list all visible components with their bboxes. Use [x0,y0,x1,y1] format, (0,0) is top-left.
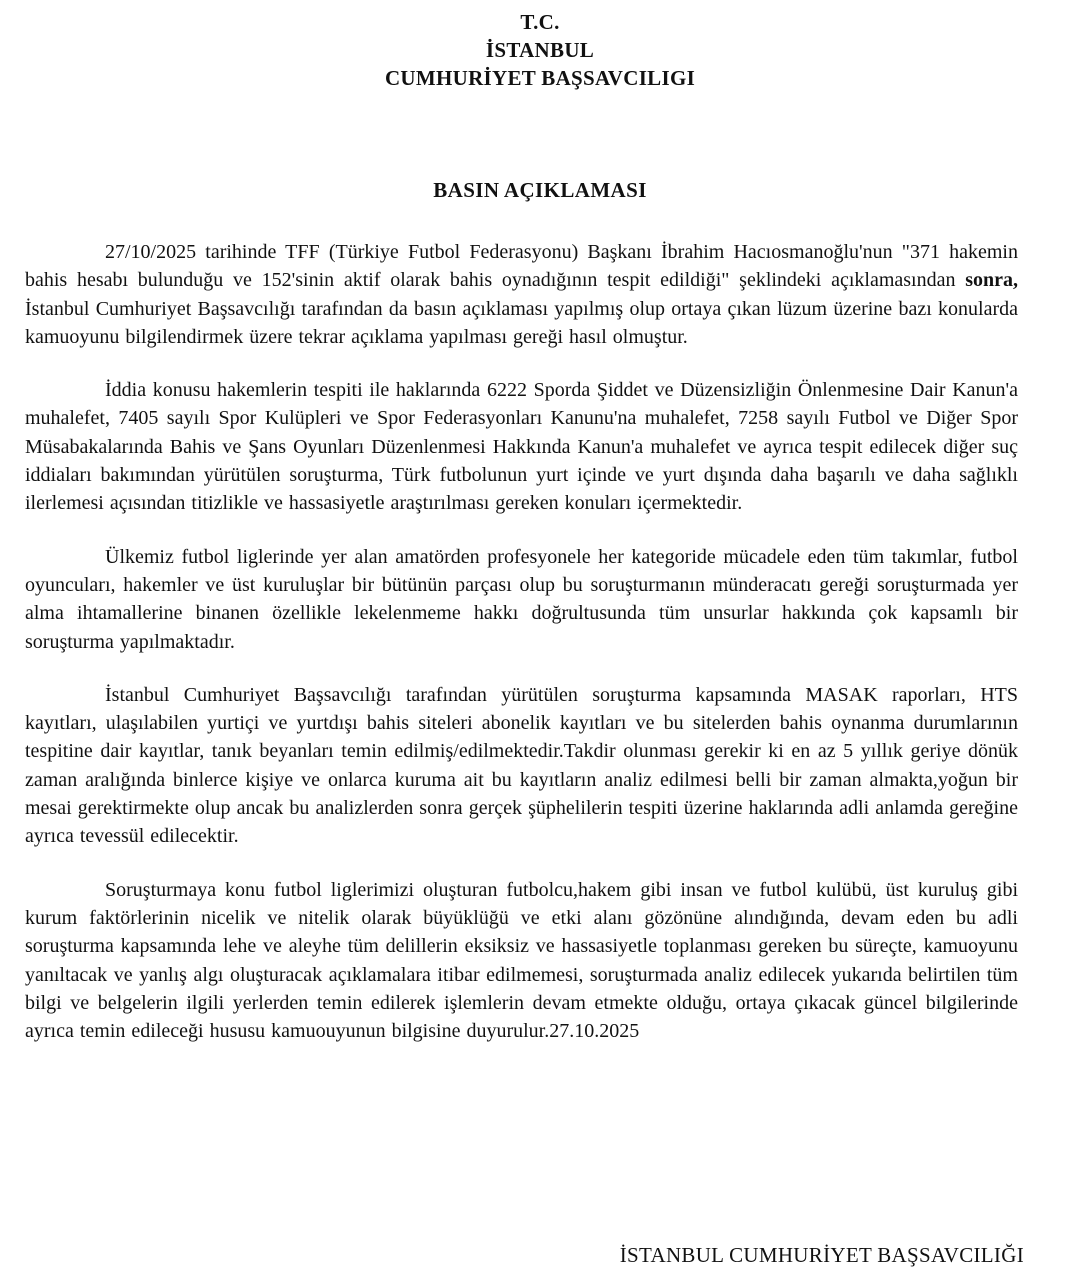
paragraph-announcement-after-bold: İstanbul Cumhuriyet Başsavcılığı tarafından da basın açıklaması yapılmış olup ortaya çıkan lüzum üzerine bazı konularda kamuoyunu bilgilendirmek üzere tekrar açıklama yapılması gereği hasıl olmuştur. [25,297,1018,348]
paragraph-evidence-collection: İstanbul Cumhuriyet Başsavcılığı tarafından yürütülen soruşturma kapsamında MASAK raporları, HTS kayıtları, ulaşılabilen yurtiçi ve yurtdışı bahis siteleri abonelik kayıtları ve bu sitelerden bahis oynanma durumlarının tespitine dair kayıtlar, tanık beyanları temin edilmiş/edilmektedir.Takdir olunması gerekir ki en az 5 yıllık geriye dönük zaman aralığında binlerce kişiye ve onlarca kuruma ait bu kayıtların analiz edilmesi belli bir zaman almakta,yoğun bir mesai gerektirmekte olup ancak bu analizlerden sonra gerçek şüphelilerin tespiti üzerine haklarında adli anlamda gereğine ayrıca tevessül edilecektir. [25,683,1018,848]
signature-text: İSTANBUL CUMHURİYET BAŞSAVCILIĞI [619,1243,1024,1267]
header-city: İSTANBUL [485,38,595,62]
paragraph-investigation-laws: İddia konusu hakemlerin tespiti ile haklarında 6222 Sporda Şiddet ve Düzensizliğin Önlenmesine Dair Kanun'a muhalefet, 7405 sayılı Spor Kulüpleri ve Spor Federasyonları Kanunu'na muhalefet, 7258 sayılı Futbol ve Diğer Spor Müsabakalarında Bahis ve Şans Oyunları Düzenlenmesi Hakkında Kanun'a muhalefet ve ayrıca tespit edilecek diğer suç iddiaları bakımından yürütülen soruşturma, Türk futbolunun yurt içinde ve yurt dışında daha başarılı ve daha sağlıklı ilerlemesi açısından titizlikle ve hassasiyetle araştırılması gereken konuları içermektedir. [25,379,1018,515]
paragraph-public-notice: Soruşturmaya konu futbol liglerimizi oluşturan futbolcu,hakem gibi insan ve futbol kulübü, üst kuruluş gibi kurum faktörlerinin nicelik ve nitelik olarak büyüklüğü ve etki alanı gözönüne alındığında, devam eden bu adli soruşturma kapsamında lehe ve aleyhe tüm delillerin eksiksiz ve hassasiyetle toplanması gereken bu süreçte, kamuoyunu yanıltacak ve yanlış algı oluşturacak açıklamalara itibar edilmemesi, soruşturmada analiz edilecek yukarıda belirtilen tüm bilgi ve belgelerin ilgili yerlerden temin edilerek işlemlerin devam etmekte olduğu, ortaya çıkacak güncel bilgilerinde ayrıca temin edileceği hususu kamuouyunun bilgisine duyurulur.27.10.2025 [25,878,1018,1043]
paragraph-announcement-before-bold: 27/10/2025 tarihinde TFF (Türkiye Futbol Federasyonu) Başkanı İbrahim Hacıosmanoğlu'nun "371 hakemin bahis hesabı bulunduğu ve 152'sinin aktif olarak bahis oynadığının tespit edildiği" şeklindeki açıklamasından [25,241,1018,292]
document-title: BASIN AÇIKLAMASI [433,178,647,202]
signature-block [620,1243,1024,1268]
document-header [0,0,1080,92]
document-body [25,238,1018,1045]
header-office: CUMHURİYET BAŞSAVCILIGI [384,66,696,90]
paragraph-scope-of-investigation: Ülkemiz futbol liglerinde yer alan amatörden profesyonele her kategoride mücadele eden tüm takımlar, futbol oyuncuları, hakemler ve üst kuruluşlar bir bütünün parçası olup bu soruşturmanın münderacatı gereği soruşturmada yer alma ihtamallerine binanen özellikle lekelenmeme hakkı doğrultusunda tüm unsurlar hakkında çok kapsamlı bir soruşturma yapılmaktadır. [25,545,1018,653]
paragraph-announcement-bold-word: sonra, [965,269,1018,292]
header-republic-abbrev: T.C. [520,10,560,34]
paragraph-announcement [25,238,1018,351]
